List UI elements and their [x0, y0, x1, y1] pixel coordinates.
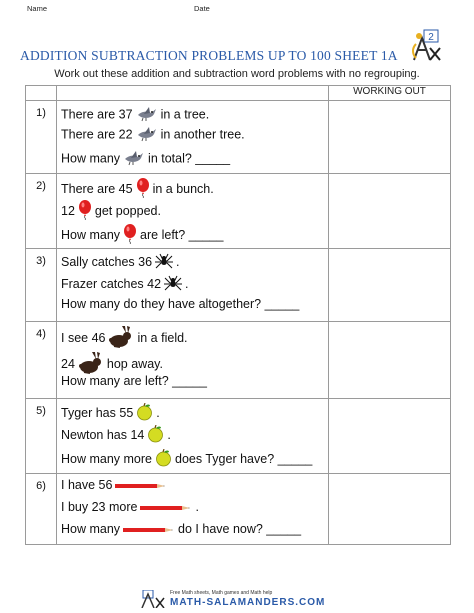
pencil-icon — [115, 479, 167, 493]
problem-line-text: How many are left? _____ — [61, 374, 207, 388]
problem-row — [26, 322, 451, 399]
problem-line-text-end: . — [195, 500, 199, 514]
problem-line-text-end: . — [156, 405, 160, 420]
problem-line-text-end: in a tree. — [160, 107, 210, 122]
problem-line-text-end: in total? _____ — [148, 151, 231, 166]
problem-line-text-end: in another tree. — [160, 127, 245, 142]
date-label: Date — [194, 4, 210, 13]
instructions: Work out these addition and subtraction word problems with no regrouping. — [54, 68, 420, 80]
problem-text-cell — [57, 174, 329, 249]
problem-line-text: 12 — [61, 203, 75, 218]
svg-text:2: 2 — [428, 32, 434, 43]
problem-line-text: How many — [61, 227, 121, 242]
apple-icon — [147, 425, 164, 446]
problem-line-text-end: hop away. — [106, 356, 163, 371]
problem-text-cell — [57, 474, 329, 545]
problem-line-text: 24 — [61, 356, 75, 371]
apple-icon — [155, 449, 172, 470]
problem-line-text: There are 45 — [61, 181, 133, 196]
problem-text-cell — [57, 322, 329, 399]
problem-line-text-end: does Tyger have? _____ — [175, 451, 313, 466]
problem-number-cell — [26, 249, 57, 322]
problem-line-text: How many — [61, 522, 121, 536]
problem-number: 5) — [36, 405, 46, 417]
problem-line — [61, 449, 328, 473]
spider-icon — [164, 275, 182, 294]
number-header — [26, 86, 57, 101]
balloon-icon — [123, 224, 137, 247]
name-label: Name — [27, 4, 48, 13]
problem-text-cell — [57, 249, 329, 322]
problem-number-cell — [26, 174, 57, 249]
problem-number-cell — [26, 101, 57, 174]
footer-tagline: Free Math sheets, Math games and Math help — [170, 590, 273, 596]
problem-line-text: I buy 23 more — [61, 500, 138, 514]
problem-line — [61, 522, 328, 544]
working-out-cell[interactable] — [329, 174, 451, 249]
working-out-cell[interactable] — [329, 474, 451, 545]
problem-row — [26, 174, 451, 249]
problem-line — [61, 478, 328, 500]
problem-line-text-end: do I have now? _____ — [178, 522, 302, 536]
problem-line-text: I have 56 — [61, 478, 113, 492]
problem-line-text-end: . — [176, 254, 180, 269]
working-out-cell[interactable] — [329, 322, 451, 399]
problem-line-text-end: . — [185, 276, 189, 291]
working-out-cell[interactable] — [329, 101, 451, 174]
problem-line — [61, 297, 328, 319]
problem-line-text: How many more — [61, 451, 152, 466]
problem-number: 1) — [36, 107, 46, 119]
rabbit-icon — [108, 326, 134, 351]
problem-line-text: Frazer catches 42 — [61, 276, 162, 291]
worksheet-title: ADDITION SUBTRACTION PROBLEMS UP TO 100 SHEET 1A — [20, 48, 398, 63]
table-header-row — [26, 86, 451, 101]
problem-line — [61, 253, 328, 275]
problem-number-cell — [26, 399, 57, 474]
problem-line — [61, 200, 328, 224]
problem-header — [57, 86, 329, 101]
problem-line-text: Sally catches 36 — [61, 254, 153, 269]
problem-line-text: Newton has 14 — [61, 427, 145, 442]
problem-number: 3) — [36, 255, 46, 267]
problem-line — [61, 500, 328, 522]
problem-line — [61, 105, 328, 125]
problem-row — [26, 101, 451, 174]
balloon-icon — [136, 178, 150, 201]
problem-row — [26, 399, 451, 474]
problem-row — [26, 474, 451, 545]
bird-icon — [123, 149, 145, 169]
problem-number: 6) — [36, 480, 46, 492]
problem-line-text-end: . — [167, 427, 171, 442]
problem-line-text-end: are left? _____ — [140, 227, 224, 242]
problem-line-text: I see 46 — [61, 330, 106, 345]
problem-line — [61, 403, 328, 425]
problem-text-cell — [57, 101, 329, 174]
math-salamanders-logo-icon — [410, 28, 444, 62]
balloon-icon — [78, 200, 92, 223]
problem-number: 2) — [36, 180, 46, 192]
problem-line-text-end: in a field. — [137, 330, 188, 345]
problem-line-text: How many do they have altogether? _____ — [61, 297, 300, 311]
problem-line — [61, 352, 328, 374]
working-out-cell[interactable] — [329, 399, 451, 474]
problem-line — [61, 425, 328, 449]
problem-text-cell — [57, 399, 329, 474]
pencil-icon — [140, 501, 192, 515]
problem-line — [61, 275, 328, 297]
pencil-icon — [123, 523, 175, 537]
problem-line-text: There are 22 — [61, 127, 133, 142]
problem-line — [61, 178, 328, 200]
apple-icon — [136, 403, 153, 424]
footer-site-link[interactable]: MATH-SALAMANDERS.COM — [170, 597, 326, 608]
problem-line — [61, 374, 328, 396]
bird-icon — [136, 105, 158, 125]
problem-line — [61, 125, 328, 149]
problem-line-text-end: in a bunch. — [152, 181, 214, 196]
bird-icon — [136, 125, 158, 145]
working-out-cell[interactable] — [329, 249, 451, 322]
spider-icon — [155, 253, 173, 272]
problem-number: 4) — [36, 328, 46, 340]
working-out-header: WORKING OUT — [329, 86, 451, 101]
problem-line-text: There are 37 — [61, 107, 133, 122]
problem-number-cell — [26, 474, 57, 545]
problem-line — [61, 149, 328, 173]
problem-row — [26, 249, 451, 322]
problem-table — [25, 85, 451, 545]
problem-line — [61, 224, 328, 248]
problem-line-text-end: get popped. — [94, 203, 161, 218]
problem-line-text: Tyger has 55 — [61, 405, 134, 420]
problem-number-cell — [26, 322, 57, 399]
problem-line-text: How many — [61, 151, 121, 166]
problem-line — [61, 326, 328, 352]
